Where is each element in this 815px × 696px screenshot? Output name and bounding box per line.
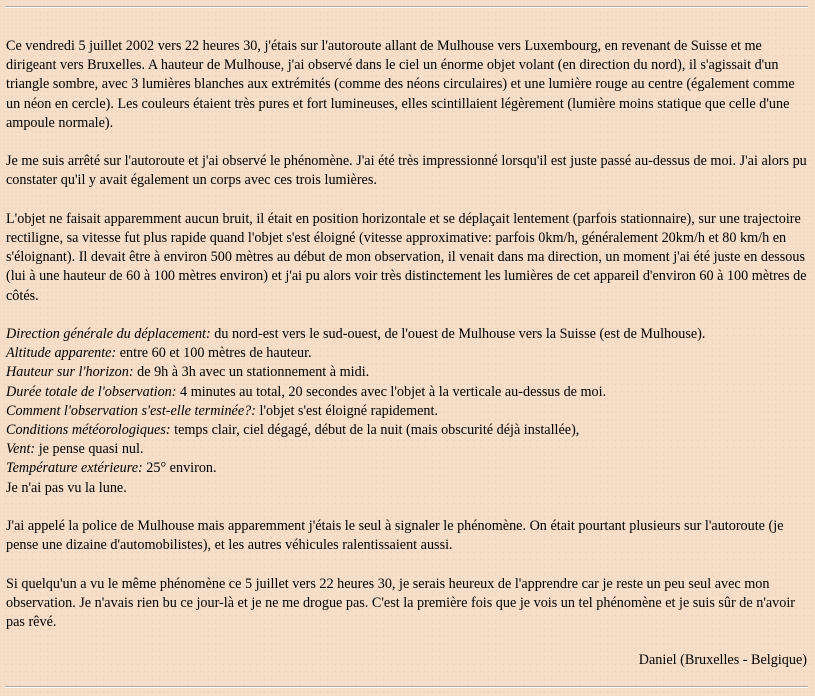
detail-value: 25° environ. bbox=[142, 460, 217, 477]
detail-value: temps clair, ciel dégagé, début de la nuit (mais obscurité déjà installée), bbox=[170, 422, 580, 439]
paragraph-stop: Je me suis arrêté sur l'autoroute et j'ai observé le phénomène. J'ai été très impressionné lorsqu'il est juste passé au-dessus de moi. J'ai alors pu constater qu'il y avait également un corps avec ces trois lumières. bbox=[6, 153, 807, 189]
detail-weather bbox=[6, 421, 809, 440]
detail-temperature bbox=[6, 459, 809, 478]
detail-label: Température extérieure: bbox=[6, 460, 143, 477]
detail-value: l'objet s'est éloigné rapidement. bbox=[255, 402, 438, 419]
bottom-divider bbox=[5, 686, 808, 688]
detail-ending bbox=[6, 402, 809, 421]
detail-label: Conditions météorologiques: bbox=[6, 422, 171, 439]
detail-label: Durée totale de l'observation: bbox=[6, 383, 177, 400]
detail-direction bbox=[6, 325, 809, 344]
detail-label: Direction générale du déplacement: bbox=[6, 326, 211, 342]
paragraph-police: J'ai appelé la police de Mulhouse mais apparemment j'étais le seul à signaler le phénomène. On était pourtant plusieurs sur l'autoroute (je pense une dizaine d'automobilistes), et les autres véhicules ralentissaient aussi. bbox=[6, 518, 784, 554]
detail-value: 4 minutes au total, 20 secondes avec l'objet à la verticale au-dessus de moi. bbox=[176, 383, 607, 400]
detail-wind bbox=[6, 440, 809, 459]
detail-moon: Je n'ai pas vu la lune. bbox=[6, 479, 127, 496]
detail-label: Hauteur sur l'horizon: bbox=[6, 364, 134, 381]
top-divider bbox=[5, 6, 808, 8]
signature: Daniel (Bruxelles - Belgique) bbox=[638, 652, 807, 669]
detail-label: Vent: bbox=[6, 441, 36, 458]
observation-details bbox=[6, 325, 809, 498]
detail-duration bbox=[6, 383, 809, 402]
paragraph-object: L'objet ne faisait apparemment aucun bruit, il était en position horizontale et se déplaçait lentement (parfois stationnaire), sur une trajectoire rectiligne, sa vitesse fut plus rapide quand l'objet s'est éloigné (vitesse approximative: parfois 0km/h, généralement 20km/h et 80 km/h en s'éloignant). Il devait être à environ 500 mètres au début de mon observation, il venait dans ma direction, un moment j'ai été juste en dessous (lui à une hauteur de 60 à 100 mètres environ) et j'ai pu alors voir très distinctement les lumières de cet appareil d'environ 60 à 100 mètres de côtés. bbox=[6, 210, 807, 304]
testimony-body bbox=[6, 37, 809, 671]
paragraph-appeal: Si quelqu'un a vu le même phénomène ce 5 juillet vers 22 heures 30, je serais heureux de l'apprendre car je reste un peu seul avec mon observation. Je n'avais rien bu ce jour-là et je ne me drogue pas. C'est la première fois que je vois un tel phénomène et je suis sûr de n'avoir pas rêvé. bbox=[6, 575, 796, 631]
detail-altitude bbox=[6, 344, 809, 363]
detail-value: de 9h à 3h avec un stationnement à midi. bbox=[133, 364, 370, 381]
detail-horizon-height bbox=[6, 363, 809, 382]
detail-label: Comment l'observation s'est-elle terminée?: bbox=[6, 402, 256, 419]
paragraph-sighting: Ce vendredi 5 juillet 2002 vers 22 heures 30, j'étais sur l'autoroute allant de Mulhouse vers Luxembourg, en revenant de Suisse et me dirigeant vers Bruxelles. A hauteur de Mulhouse, j'ai observé dans le ciel un énorme objet volant (en direction du nord), il s'agissait d'un triangle sombre, avec 3 lumières blanches aux extrémités (comme des néons circulaires) et une lumière rouge au centre (également comme un néon en cercle). Les couleurs étaient très pures et fort lumineuses, elles scintillaient légèrement (lumière moins statique que celle d'une ampoule normale). bbox=[6, 38, 795, 131]
detail-value: du nord-est vers le sud-ouest, de l'ouest de Mulhouse vers la Suisse (est de Mulhouse). bbox=[210, 326, 706, 342]
detail-value: je pense quasi nul. bbox=[35, 441, 144, 458]
detail-value: entre 60 et 100 mètres de hauteur. bbox=[116, 345, 312, 362]
detail-label: Altitude apparente: bbox=[6, 345, 117, 362]
